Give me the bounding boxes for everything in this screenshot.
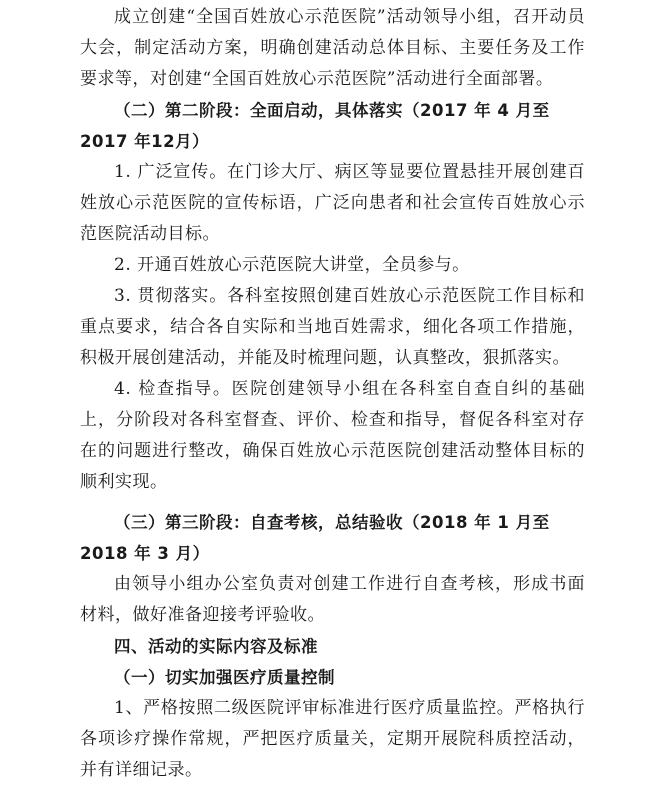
paragraph-publicity: 1. 广泛宣传。在门诊大厅、病区等显要位置悬挂开展创建百姓放心示范医院的宣传标语，广泛向患者和社会宣传百姓放心示范医院活动目标。 (80, 162, 585, 244)
paragraph-lecture-hall: 2. 开通百姓放心示范医院大讲堂，全员参与。 (114, 255, 470, 275)
heading-phase-three: （三）第三阶段：自查考核，总结验收（2018 年 1 月至 2018 年 3 月） (80, 513, 550, 563)
paragraph-implementation: 3. 贯彻落实。各科室按照创建百姓放心示范医院工作目标和重点要求，结合各自实际和当地百姓需求，细化各项工作措施，积极开展创建活动，并能及时梳理问题，认真整改，狠抓落实。 (80, 286, 585, 368)
heading-section-four: 四、活动的实际内容及标准 (114, 637, 318, 656)
heading-quality-control: （一）切实加强医疗质量控制 (114, 668, 335, 687)
heading-phase-two: （二）第二阶段：全面启动，具体落实（2017 年 4 月至 2017 年12月） (80, 101, 550, 151)
paragraph-mobilization: 成立创建“全国百姓放心示范医院”活动领导小组，召开动员大会，制定活动方案，明确创建活动总体目标、主要任务及工作要求等，对创建“全国百姓放心示范医院”活动进行全面部署。 (80, 7, 585, 89)
paragraph-inspection: 4. 检查指导。医院创建领导小组在各科室自查自纠的基础上，分阶段对各科室督查、评价、检查和指导，督促各科室对存在的问题进行整改，确保百姓放心示范医院创建活动整体目标的顺利实现。 (80, 379, 585, 492)
paragraph-quality-monitoring: 1、严格按照二级医院评审标准进行医疗质量监控。严格执行各项诊疗操作常规，严把医疗质量关，定期开展院科质控活动，并有详细记录。 (80, 698, 585, 780)
paragraph-self-assessment: 由领导小组办公室负责对创建工作进行自查考核，形成书面材料，做好准备迎接考评验收。 (80, 574, 585, 625)
